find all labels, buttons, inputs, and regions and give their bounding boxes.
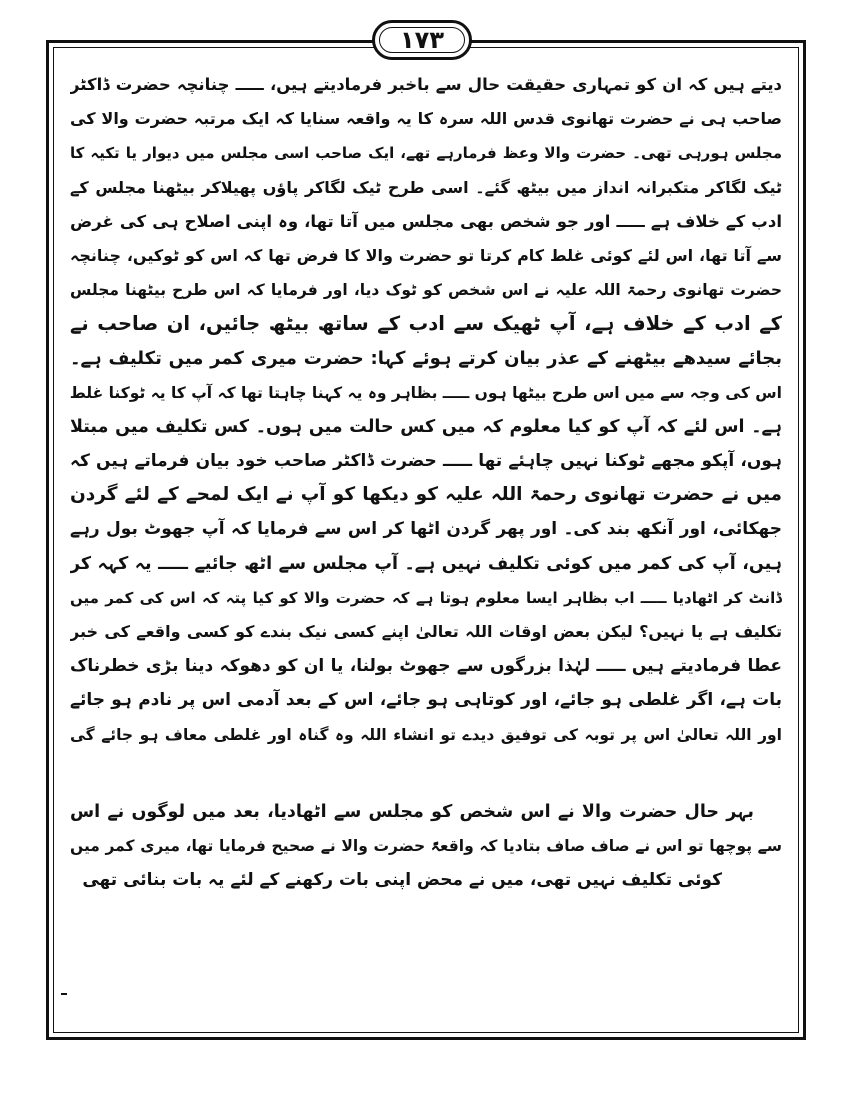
paragraph-2 [70,795,782,898]
text-line: اور اللہ تعالیٰ اس پر توبہ کی توفیق دیدے تو انشاء اللہ وہ گناہ اور غلطی معاف ہو جائے گی [70,725,782,744]
text-line: ہے۔ اس لئے کہ آپ کو کیا معلوم کہ میں کس حالت میں ہوں۔ کس تکلیف میں مبتلا [70,416,782,437]
text-line: ٹیک لگاکر متکبرانہ انداز میں بیٹھ گئے۔ اسی طرح ٹیک لگاکر پاؤں پھیلاکر بیٹھنا مجلس کے [70,177,782,197]
text-line: عطا فرمادیتے ہیں ـــــ لہٰذا بزرگوں سے جھوٹ بولنا، یا ان کو دھوکہ دینا بڑی خطرناک [70,656,782,677]
text-line: صاحب ہی نے حضرت تھانوی قدس اللہ سرہ کا یہ واقعہ سنایا کہ ایک مرتبہ حضرت والا کی [70,109,782,129]
text-line: بجائے سیدھے بیٹھنے کے عذر بیان کرتے ہوئے کہا: حضرت میری کمر میں تکلیف ہے۔ [70,347,782,369]
paragraph-gap [70,752,782,795]
text-line: مجلس ہورہی تھی۔ حضرت والا وعظ فرمارہے تھے، ایک صاحب اسی مجلس میں دیوار یا تکیہ کا [70,144,782,163]
text-line: جھکائی، اور آنکھ بند کی۔ اور پھر گردن اٹھا کر اس سے فرمایا کہ آپ جھوٹ بول رہے [70,519,782,540]
page-number-badge [372,20,472,60]
text-line: ہیں، آپ کی کمر میں کوئی تکلیف نہیں ہے۔ آپ مجلس سے اٹھ جائیے ـــــ یہ کہہ کر [70,553,782,574]
page-number: ۱۷۳ [400,26,444,54]
text-line: تکلیف ہے یا نہیں؟ لیکن بعض اوقات اللہ تعالیٰ اپنے کسی نیک بندے کو کسی واقعے کی خبر [70,622,782,641]
text-line: بات ہے، اگر غلطی ہو جائے، اور کوتاہی ہو جائے، اس کے بعد آدمی اس پر نادم ہو جائے [70,690,782,711]
paragraph-1 [70,68,782,752]
page-text [70,68,782,897]
text-line: حضرت تھانوی رحمۃ اللہ علیہ نے اس شخص کو ٹوک دیا، اور فرمایا کہ اس طرح بیٹھنا مجلس [70,281,782,300]
text-line: دیتے ہیں کہ ان کو تمہاری حقیقت حال سے باخبر فرمادیتے ہیں، ـــــ چنانچہ حضرت ڈاکٹر [70,75,782,94]
text-line: اس کی وجہ سے میں اس طرح بیٹھا ہوں ـــــ بظاہر وہ یہ کہنا چاہتا تھا کہ آپ کا یہ ٹوکنا غلط [70,383,782,402]
text-line: سے پوچھا تو اس نے صاف صاف بتادیا کہ واقعۃً حضرت والا نے صحیح فرمایا تھا، میری کمر میں [70,836,782,855]
text-line: کوئی تکلیف نہیں تھی، میں نے محض اپنی بات رکھنے کے لئے یہ بات بنائی تھی [82,870,722,891]
text-line: ہوں، آپکو مجھے ٹوکنا نہیں چاہئے تھا ـــــ حضرت ڈاکٹر صاحب خود بیان فرماتے ہیں کہ [70,451,782,472]
text-line: کے ادب کے خلاف ہے، آپ ٹھیک سے ادب کے ساتھ بیٹھ جائیں، ان صاحب نے [70,312,782,336]
stray-mark [61,993,67,995]
text-line: سے آتا تھا، اس لئے کوئی غلط کام کرتا تو حضرت والا کا فرض تھا کہ اس کو ٹوکیں، چنانچہ [70,245,782,265]
text-line: بہر حال حضرت والا نے اس شخص کو مجلس سے اٹھادیا، بعد میں لوگوں نے اس [70,801,754,822]
text-line: ادب کے خلاف ہے ـــــ اور جو شخص بھی مجلس میں آتا تھا، وہ اپنی اصلاح ہی کی غرض [70,211,782,231]
text-line: میں نے حضرت تھانوی رحمۃ اللہ علیہ کو دیکھا کو آپ نے ایک لمحے کے لئے گردن [70,484,782,506]
text-line: ڈانٹ کر اٹھادیا ـــــ اب بظاہر ایسا معلوم ہوتا ہے کہ حضرت والا کو کیا پتہ کہ اس کی کمر میں [70,588,782,607]
